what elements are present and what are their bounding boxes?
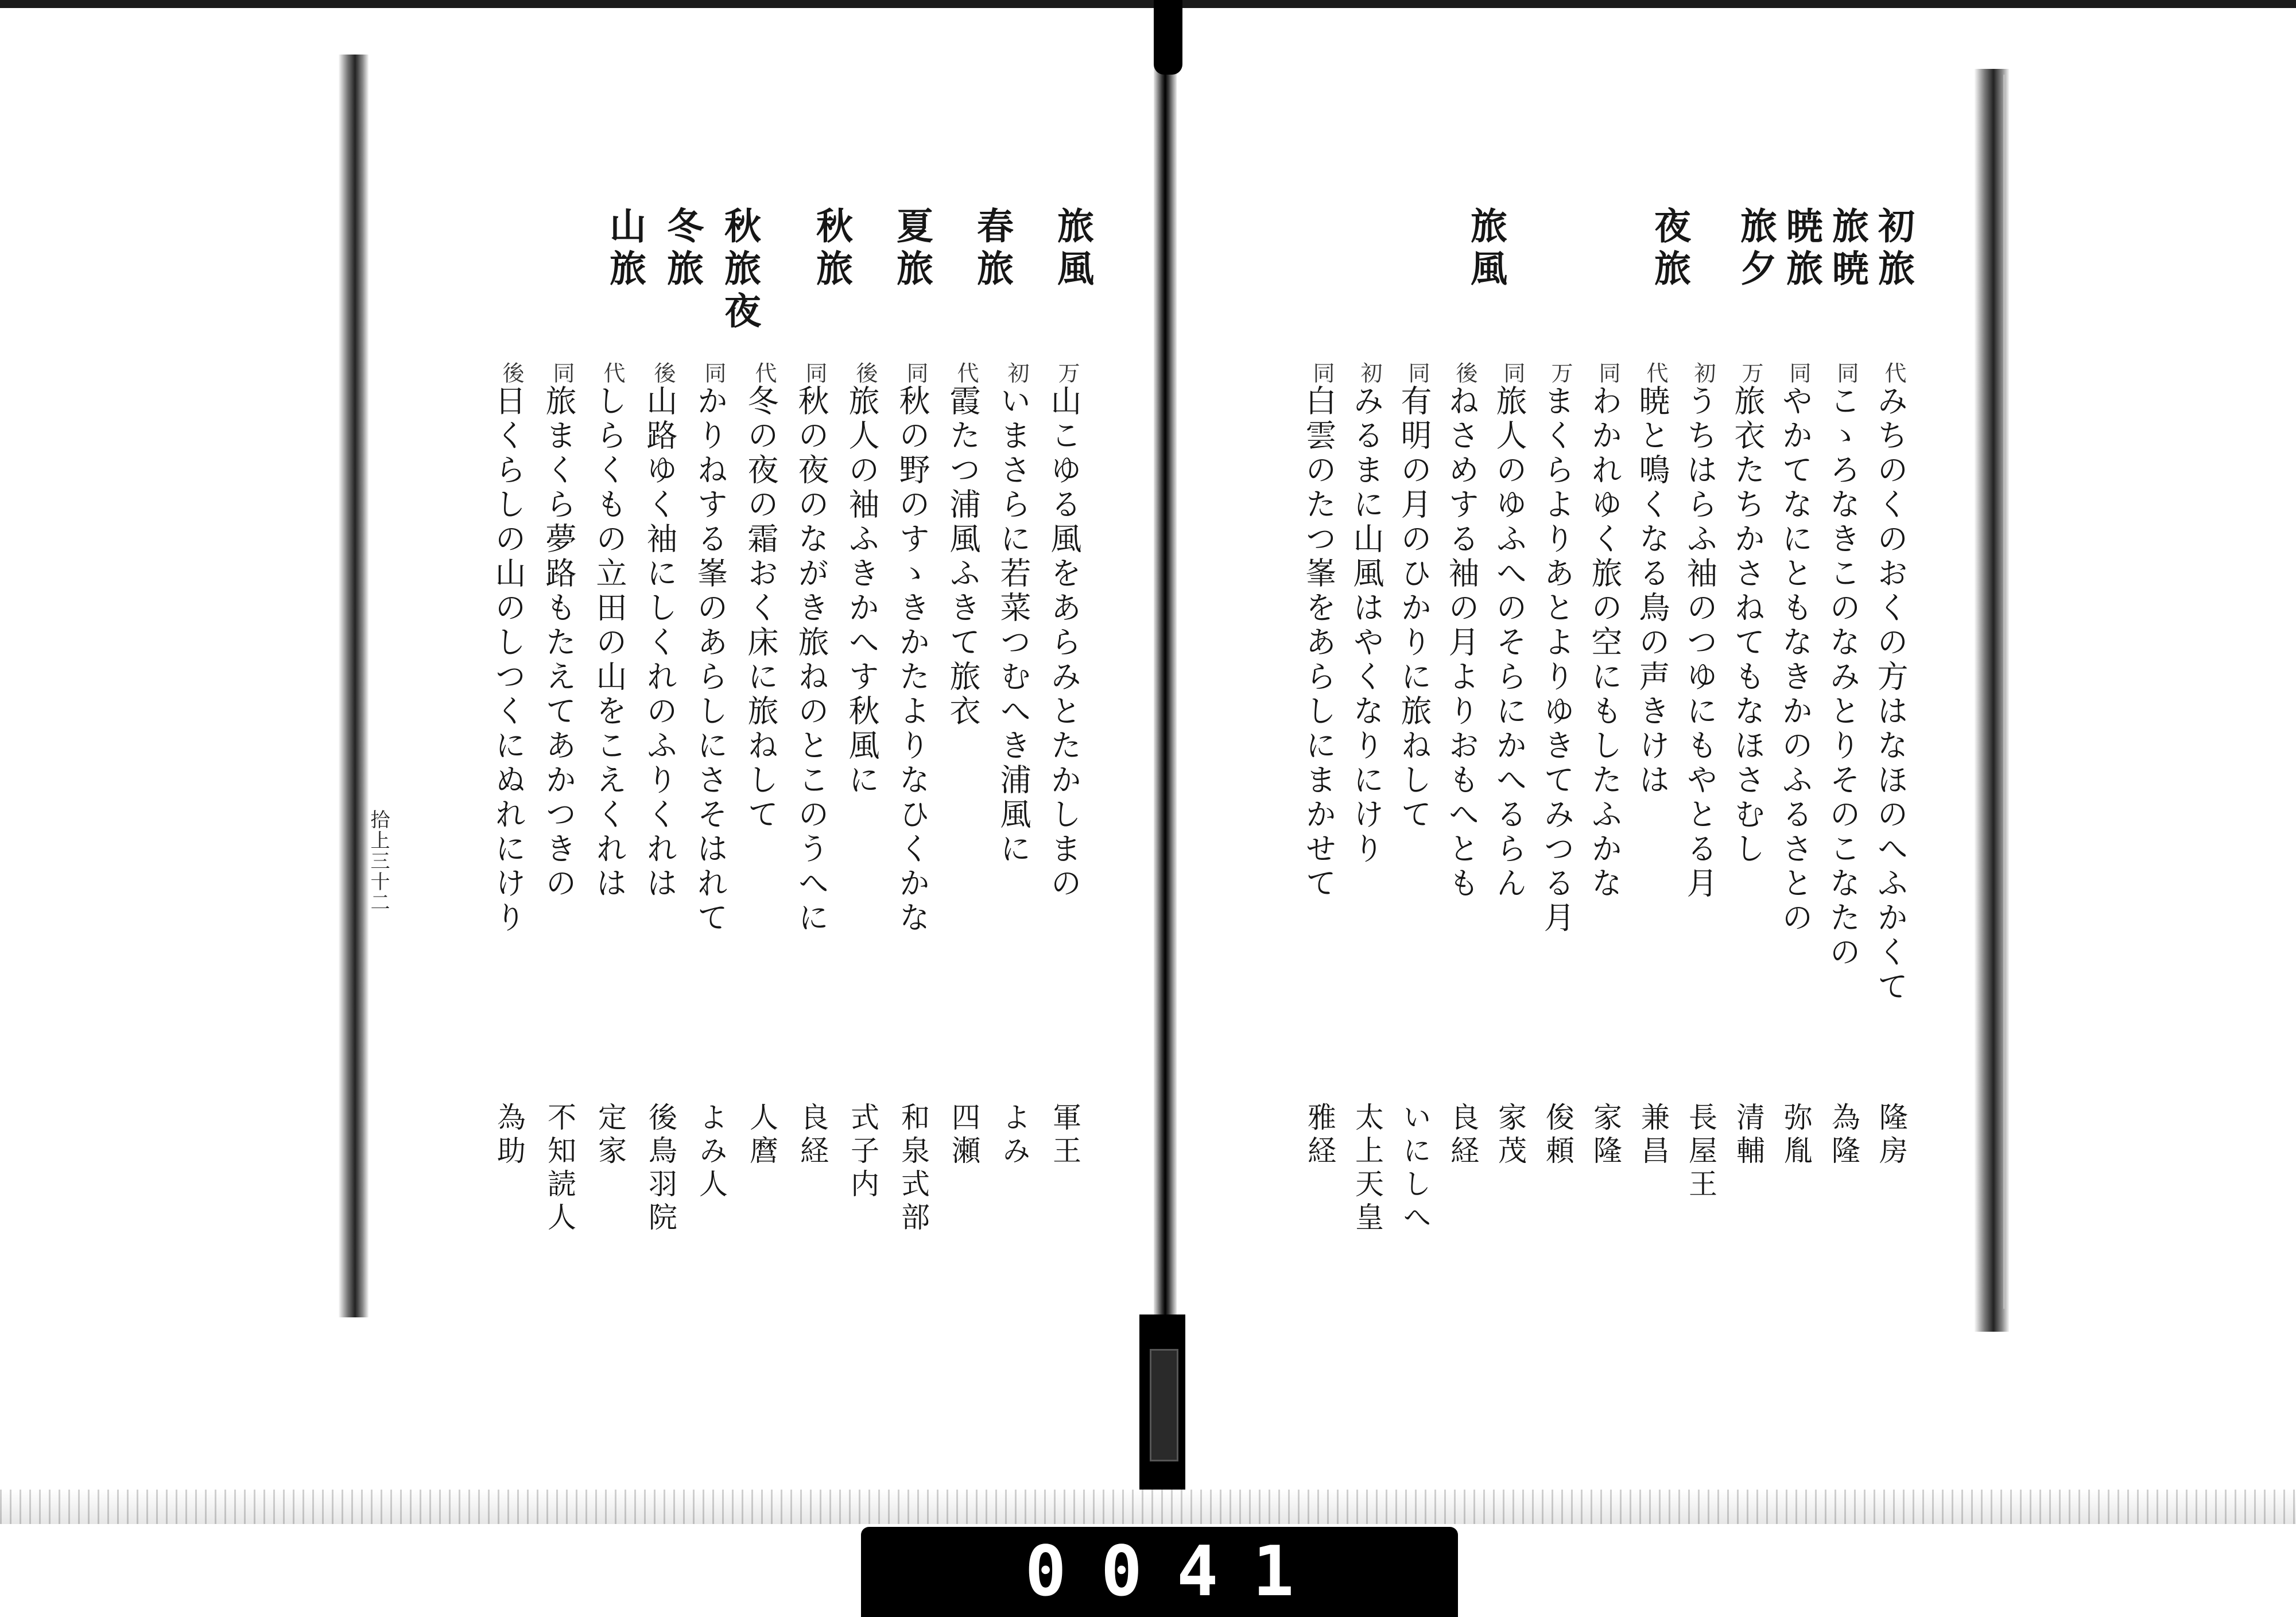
left-title-1: 旅風 bbox=[1051, 207, 1094, 292]
left-poem-mark-7: 代 bbox=[751, 362, 777, 387]
left-poem-5: 旅人の袖ふきかへす秋風に bbox=[844, 385, 880, 798]
left-poem-author-1: 軍王 bbox=[1048, 1102, 1081, 1169]
poem-mark-1: 代 bbox=[1881, 362, 1906, 387]
title-2: 旅暁 bbox=[1826, 207, 1869, 292]
poem-mark-3: 同 bbox=[1786, 362, 1811, 387]
left-poem-author-3: 四瀬 bbox=[947, 1102, 980, 1169]
left-poem-author-7: 人麿 bbox=[745, 1102, 778, 1169]
poem-author-6: 兼昌 bbox=[1636, 1102, 1670, 1169]
title-6: 旅風 bbox=[1464, 207, 1507, 292]
poem-10: ねさめする袖の月よりおもへとも bbox=[1444, 385, 1480, 901]
poem-author-9: 家茂 bbox=[1494, 1102, 1527, 1169]
left-title-7: 山旅 bbox=[603, 207, 646, 292]
poem-mark-13: 同 bbox=[1309, 362, 1335, 387]
poem-mark-5: 初 bbox=[1690, 362, 1716, 387]
left-poem-mark-5: 後 bbox=[852, 362, 878, 387]
book-binding bbox=[1154, 0, 1177, 1504]
left-poem-mark-1: 万 bbox=[1054, 362, 1080, 387]
poem-3: やかてなにともなきかのふるさとの bbox=[1777, 385, 1813, 936]
left-poem-mark-12: 後 bbox=[499, 362, 524, 387]
poem-author-4: 清輔 bbox=[1732, 1102, 1765, 1169]
poem-author-13: 雅経 bbox=[1303, 1102, 1336, 1169]
left-poem-mark-8: 同 bbox=[701, 362, 726, 387]
frame-counter bbox=[861, 1527, 1458, 1617]
left-poem-3: 霞たつ浦風ふきて旅衣 bbox=[945, 385, 981, 729]
poem-author-2: 為隆 bbox=[1827, 1102, 1860, 1169]
scan-bottom-edge bbox=[0, 1490, 2296, 1524]
poem-author-12: 太上天皇 bbox=[1351, 1102, 1384, 1235]
left-poem-12: 日くらしの山のしつくにぬれにけり bbox=[490, 385, 526, 936]
left-poem-6: 秋の夜のながき旅ねのとこのうへに bbox=[793, 385, 829, 936]
right-page-text bbox=[1251, 207, 1929, 1297]
poem-8: まくらよりあとよりゆきてみつる月 bbox=[1539, 385, 1575, 936]
left-title-5: 秋旅夜 bbox=[718, 207, 761, 334]
left-title-3: 夏旅 bbox=[890, 207, 933, 292]
left-poem-mark-2: 初 bbox=[1004, 362, 1029, 387]
poem-mark-10: 後 bbox=[1452, 362, 1477, 387]
left-poem-author-2: よみ bbox=[998, 1102, 1031, 1169]
left-poem-11: 旅まくら夢路もたえてあかつきの bbox=[541, 385, 577, 901]
poem-12: みるまに山風はやくなりにけり bbox=[1348, 385, 1384, 867]
poem-mark-12: 初 bbox=[1357, 362, 1382, 387]
poem-5: うちはらふ袖のつゆにもやとる月 bbox=[1682, 385, 1718, 901]
left-poem-mark-9: 後 bbox=[650, 362, 676, 387]
poem-11: 有明の月のひかりに旅ねして bbox=[1396, 385, 1432, 832]
poem-author-3: 弥胤 bbox=[1779, 1102, 1813, 1169]
left-poem-author-8: よみ人 bbox=[695, 1102, 728, 1202]
title-3: 暁旅 bbox=[1780, 207, 1823, 292]
poem-author-5: 長屋王 bbox=[1684, 1102, 1717, 1202]
left-poem-2: いまさらに若菜つむへき浦風に bbox=[995, 385, 1031, 867]
poem-mark-9: 同 bbox=[1500, 362, 1525, 387]
left-poem-9: 山路ゆく袖にしくれのふりくれは bbox=[642, 385, 678, 901]
left-title-6: 冬旅 bbox=[661, 207, 704, 292]
poem-2: こゝろなきこのなみとりそのこなたの bbox=[1825, 385, 1861, 970]
poem-1: みちのくのおくの方はなほのへふかくて bbox=[1872, 385, 1909, 1005]
poem-mark-8: 万 bbox=[1548, 362, 1573, 387]
poem-mark-11: 同 bbox=[1405, 362, 1430, 387]
poem-mark-6: 代 bbox=[1643, 362, 1668, 387]
poem-mark-2: 同 bbox=[1833, 362, 1859, 387]
left-poem-1: 山こゆる風をあらみとたかしまの bbox=[1046, 385, 1082, 901]
left-poem-10: しらくもの立田の山をこえくれは bbox=[591, 385, 627, 901]
left-poem-mark-4: 同 bbox=[903, 362, 928, 387]
left-poem-7: 冬の夜の霜おく床に旅ねして bbox=[743, 385, 779, 832]
left-poem-8: かりねする峯のあらしにさそはれて bbox=[692, 385, 728, 936]
poem-6: 暁と鳴くなる鳥の声きけは bbox=[1634, 385, 1670, 798]
left-poem-mark-6: 同 bbox=[802, 362, 827, 387]
title-5: 夜旅 bbox=[1648, 207, 1691, 292]
poem-7: わかれゆく旅の空にもしたふかな bbox=[1587, 385, 1623, 901]
right-page-margin-line bbox=[2003, 75, 2005, 1309]
poem-author-10: 良経 bbox=[1446, 1102, 1479, 1169]
poem-13: 白雲のたつ峯をあらしにまかせて bbox=[1301, 385, 1337, 901]
poem-4: 旅衣たちかさねてもなほさむし bbox=[1729, 385, 1766, 867]
left-poem-author-5: 式子内 bbox=[846, 1102, 879, 1202]
left-poem-mark-11: 同 bbox=[549, 362, 575, 387]
scan-top-edge bbox=[0, 0, 2296, 8]
folio-page-number: 拾上三十二 bbox=[367, 809, 390, 913]
left-poem-4: 秋の野のすゝきかたよりなひくかな bbox=[894, 385, 930, 936]
poem-author-8: 俊頼 bbox=[1541, 1102, 1574, 1169]
left-page-edge-shadow bbox=[339, 55, 369, 1317]
left-poem-author-11: 不知読人 bbox=[543, 1102, 576, 1235]
poem-mark-7: 同 bbox=[1595, 362, 1620, 387]
title-1: 初旅 bbox=[1872, 207, 1915, 292]
left-poem-author-12: 為助 bbox=[492, 1102, 526, 1169]
left-poem-author-10: 定家 bbox=[594, 1102, 627, 1169]
binding-clip-bottom bbox=[1139, 1314, 1185, 1498]
poem-author-11: いにしへ bbox=[1398, 1102, 1432, 1235]
title-4: 旅夕 bbox=[1734, 207, 1777, 292]
poem-mark-4: 万 bbox=[1738, 362, 1763, 387]
left-title-2: 春旅 bbox=[971, 207, 1014, 292]
binding-clip-top bbox=[1154, 0, 1182, 75]
poem-author-1: 隆房 bbox=[1875, 1102, 1908, 1169]
left-poem-mark-10: 代 bbox=[600, 362, 625, 387]
left-poem-author-4: 和泉式部 bbox=[897, 1102, 930, 1235]
left-page-text bbox=[396, 207, 1102, 1297]
left-poem-mark-3: 代 bbox=[953, 362, 979, 387]
frame-counter-text: 0041 bbox=[1025, 1532, 1329, 1612]
left-title-4: 秋旅 bbox=[810, 207, 853, 292]
poem-author-7: 家隆 bbox=[1589, 1102, 1622, 1169]
left-poem-author-6: 良経 bbox=[796, 1102, 829, 1169]
left-poem-author-9: 後鳥羽院 bbox=[644, 1102, 677, 1235]
poem-9: 旅人のゆふへのそらにかへるらん bbox=[1491, 385, 1527, 901]
